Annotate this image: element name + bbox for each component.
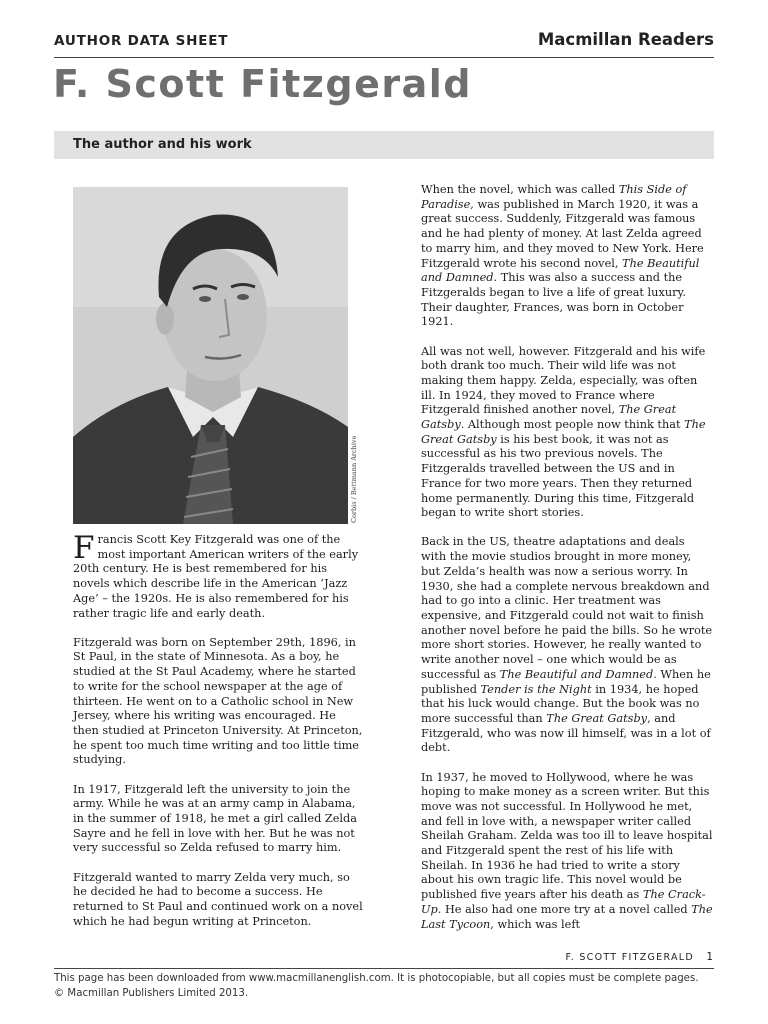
paragraph: Francis Scott Key Fitzgerald was one of the most important American writers of the early 20th century. He is best remembered for his novels which describe life in the American ‘Jazz Age’ – the 1920s. He is also remembered for his rather tragic life and early death.	[73, 530, 359, 620]
running-footer-title: F. SCOTT FITZGERALD	[565, 952, 694, 963]
portrait-illustration	[73, 187, 348, 524]
header-divider	[54, 57, 714, 58]
sheet-type-label: AUTHOR DATA SHEET	[54, 33, 229, 49]
paragraph: In 1937, he moved to Hollywood, where he was hoping to make money as a screen writer. But this move was not successful. In Hollywood he met, and fell in love with, a newspaper writer called Sheilah Graham. Zelda was too ill to leave hospital and Fitzgerald spent the rest of his life with Sheilah. In 1936 he had tried to write a story about his own tragic life. This novel would be published five years after his death as The Crack-Up. He also had one more try at a novel called The Last Tycoon, which was left	[421, 770, 713, 931]
book-title: The Great Gatsby	[421, 403, 677, 432]
paragraph: When the novel, which was called This Side of Paradise, was published in March 1920, it was a great success. Suddenly, Fitzgerald was famous and he had plenty of money. At last Zelda agreed to marry him, and they moved to New York. Here Fitzgerald wrote his second novel, The Beautiful and Damned. This was also a success and the Fitzgeralds began to live a life of great luxury. Their daughter, Frances, was born in October 1921.	[421, 183, 704, 329]
book-title: The Crack-Up	[421, 888, 706, 916]
paragraph: Back in the US, theatre adaptations and deals with the movie studios brought in more money, but Zelda’s health was now a serious worry. In 1930, she had a complete nervous breakdown and had to go into a clinic. Her treatment was expensive, and Fitzgerald could not wait to finish another novel before he paid the bills. So he wrote more short stories. However, he really wanted to write another novel – one which would be as successful as The Beautiful and Damned. When he published Tender is the Night in 1934, he hoped that his luck would change. But the book was no more successful than The Great Gatsby, and Fitzgerald, who was now ill himself, was in a lot of debt.	[421, 535, 713, 755]
photo-credit-text: Corbis / Bettmann Archive	[350, 435, 358, 523]
left-text-column	[73, 530, 365, 944]
book-title: This Side of Paradise	[421, 183, 687, 211]
copyright-line: © Macmillan Publishers Limited 2013.	[54, 987, 249, 999]
book-title: The Beautiful and Damned	[421, 256, 700, 285]
paragraph: Fitzgerald wanted to marry Zelda very much, so he decided he had to become a success. He returned to St Paul and continued work on a novel which he had begun writing at Princeton.	[73, 870, 363, 928]
paragraph: In 1917, Fitzgerald left the university to join the army. While he was at an army camp in Alabama, in the summer of 1918, he met a girl called Zelda Sayre and he fell in love with her. But he was not very successful so Zelda refused to marry him.	[73, 782, 358, 855]
page-number: 1	[706, 951, 713, 963]
photo-credit	[349, 437, 361, 523]
section-header-bar	[54, 131, 714, 159]
footer-divider	[54, 968, 714, 969]
book-title: The Great Gatsby	[421, 418, 706, 446]
book-title: The Beautiful and Damned	[499, 667, 654, 681]
paragraph: Fitzgerald was born on September 29th, 1896, in St Paul, in the state of Minnesota. As a boy, he studied at the St Paul Academy, where he started to write for the school newspaper at the age of thirteen. He went on to a Catholic school in New Jersey, where his writing was encouraged. He then studied at Princeton University. At Princeton, he spent too much time writing and too little time studying.	[73, 635, 363, 767]
download-notice: This page has been downloaded from www.macmillanenglish.com. It is photocopiable, but all copies must be complete pages.	[54, 973, 699, 984]
copyright-note	[54, 972, 724, 1001]
author-portrait-photo	[73, 187, 348, 524]
publisher-brand: Macmillan Readers	[537, 30, 714, 49]
book-title: Tender is the Night	[480, 682, 592, 696]
page-title: F. Scott Fitzgerald	[53, 62, 472, 106]
section-title: The author and his work	[73, 137, 252, 152]
book-title: The Last Tycoon	[421, 902, 713, 931]
right-text-column	[421, 183, 713, 947]
paragraph: All was not well, however. Fitzgerald and his wife both drank too much. Their wild life was not making them happy. Zelda, especially, was often ill. In 1924, they moved to France where Fitzgerald finished another novel, The Great Gatsby. Although most people now think that The Great Gatsby is his best book, it was not as successful as his two previous novels. The Fitzgeralds travelled between the US and in France for two more years. Then they returned home permanently. During this time, Fitzgerald began to write short stories.	[421, 344, 706, 520]
drop-cap: F	[73, 530, 95, 566]
book-title: The Great Gatsby	[546, 711, 648, 725]
